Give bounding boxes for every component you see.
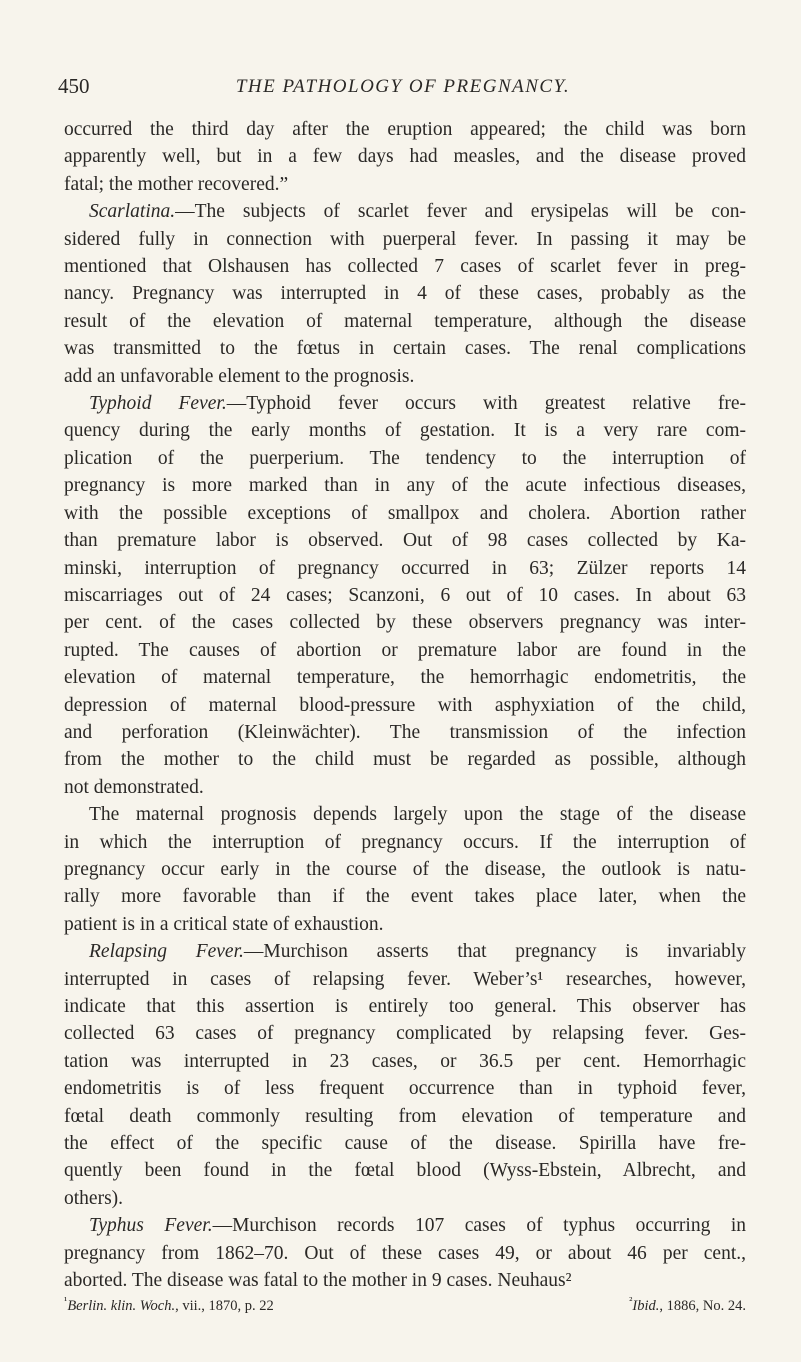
text-line: endometritis is of less frequent occurrence than in typhoid fever, — [64, 1078, 746, 1100]
section-heading: Relapsing Fever. — [89, 941, 244, 963]
page-body — [64, 116, 746, 1316]
page-header — [58, 74, 748, 108]
footnote-1-source: Berlin. klin. Woch. — [67, 1298, 176, 1315]
text-line: quently been found in the fœtal blood (Wyss-Ebstein, Albrecht, and — [64, 1160, 746, 1182]
text-line: fatal; the mother recovered.” — [64, 173, 289, 195]
text-line: patient is in a critical state of exhaustion. — [64, 913, 384, 935]
footnote-2-source: Ibid. — [632, 1298, 660, 1315]
text-line: add an unfavorable element to the prognosis. — [64, 365, 415, 387]
text-line: tation was interrupted in 23 cases, or 36.5 per cent. Hemorrhagic — [64, 1050, 746, 1072]
page-number: 450 — [58, 74, 90, 98]
text-line: rupted. The causes of abortion or premature labor are found in the — [64, 639, 746, 661]
text-line: mentioned that Olshausen has collected 7 cases of scarlet fever in preg- — [64, 256, 746, 278]
footnotes — [64, 1296, 746, 1316]
text-line: elevation of maternal temperature, the hemorrhagic endometritis, the — [64, 667, 746, 689]
running-title: THE PATHOLOGY OF PREGNANCY. — [235, 76, 571, 97]
text-line: The maternal prognosis depends largely upon the stage of the disease — [89, 804, 746, 826]
text-line: apparently well, but in a few days had measles, and the disease proved — [64, 146, 746, 168]
text-line: quency during the early months of gestation. It is a very rare com- — [64, 420, 746, 442]
text-line: and perforation (Kleinwächter). The transmission of the infection — [64, 721, 746, 743]
text-line: rally more favorable than if the event takes place later, when the — [64, 886, 746, 908]
text-line: aborted. The disease was fatal to the mother in 9 cases. Neuhaus² — [64, 1270, 572, 1292]
text-line: from the mother to the child must be regarded as possible, although — [64, 749, 746, 771]
footnote-1: $^{^1}$Berlin. klin. Woch., vii., 1870, p. 22 — [64, 1295, 274, 1315]
text-line: sidered fully in connection with puerperal fever. In passing it may be — [64, 228, 746, 250]
body-text — [64, 116, 746, 1294]
text-line: nancy. Pregnancy was interrupted in 4 of these cases, probably as the — [64, 283, 746, 305]
text-line: pregnancy occur early in the course of the disease, the outlook is natu- — [64, 858, 746, 880]
text-line: was transmitted to the fœtus in certain cases. The renal complications — [64, 338, 746, 360]
text-line: the effect of the specific cause of the disease. Spirilla have fre- — [64, 1133, 746, 1155]
text-line: Typhoid Fever.—Typhoid fever occurs with greatest relative fre- — [89, 393, 746, 415]
text-line: Scarlatina.—The subjects of scarlet fever and erysipelas will be con- — [89, 201, 746, 223]
text-line: Relapsing Fever.—Murchison asserts that pregnancy is invariably — [89, 941, 746, 963]
text-line: minski, interruption of pregnancy occurred in 63; Zülzer reports 14 — [64, 557, 746, 579]
text-line: indicate that this assertion is entirely too general. This observer has — [64, 996, 746, 1017]
text-line: pregnancy is more marked than in any of the acute infectious diseases, — [64, 475, 746, 497]
section-heading: Typhoid Fever. — [89, 393, 227, 415]
section-heading: Typhus Fever. — [89, 1215, 213, 1237]
section-heading: Scarlatina. — [89, 201, 176, 223]
text-line: fœtal death commonly resulting from elevation of temperature and — [64, 1105, 746, 1127]
text-line: result of the elevation of maternal temperature, although the disease — [64, 310, 746, 332]
text-line: depression of maternal blood-pressure with asphyxiation of the child, — [64, 694, 746, 716]
text-line: miscarriages out of 24 cases; Scanzoni, 6 out of 10 cases. In about 63 — [64, 584, 746, 606]
text-line: plication of the puerperium. The tendency to the interruption of — [64, 447, 746, 469]
text-line: Typhus Fever.—Murchison records 107 cases of typhus occurring in — [89, 1215, 746, 1237]
text-line: not demonstrated. — [64, 776, 204, 798]
text-line: pregnancy from 1862–70. Out of these cases 49, or about 46 per cent., — [64, 1242, 746, 1264]
text-line: collected 63 cases of pregnancy complicated by relapsing fever. Ges- — [64, 1023, 746, 1045]
text-line: in which the interruption of pregnancy occurs. If the interruption of — [64, 831, 746, 853]
text-line: per cent. of the cases collected by these observers pregnancy was inter- — [64, 612, 746, 634]
text-line: with the possible exceptions of smallpox and cholera. Abortion rather — [64, 502, 746, 524]
text-line: occurred the third day after the eruption appeared; the child was born — [64, 119, 746, 140]
text-line: interrupted in cases of relapsing fever. Weber’s¹ researches, however, — [64, 968, 746, 990]
text-line: than premature labor is observed. Out of 98 cases collected by Ka- — [64, 530, 746, 552]
footnote-2: $^{^2}$Ibid., 1886, No. 24. — [629, 1295, 746, 1315]
text-line: others). — [64, 1187, 124, 1209]
